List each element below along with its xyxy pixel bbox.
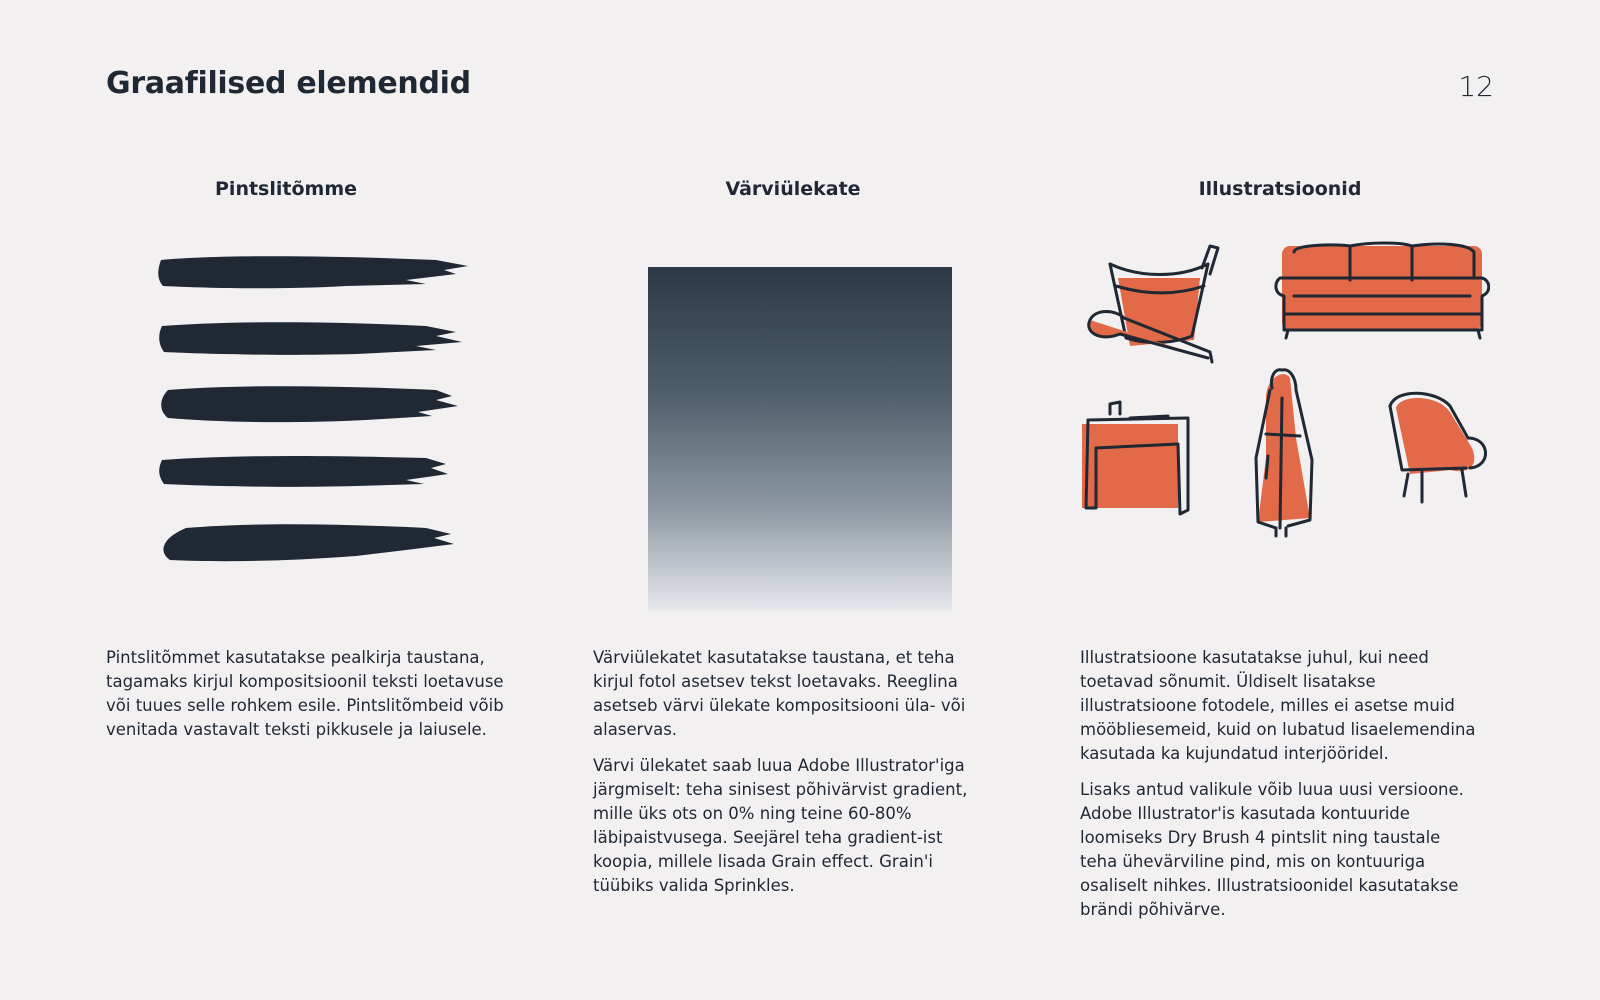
sofa-icon (1276, 243, 1489, 338)
sauna-bucket-icon (1089, 246, 1218, 362)
brush-strokes-visual (106, 248, 506, 648)
brush-strokes-heading: Pintslitõmme (215, 178, 357, 200)
brush-stroke-1 (158, 256, 468, 288)
brush-stroke-3 (161, 386, 458, 422)
brush-stroke-4 (159, 456, 448, 487)
color-overlay-paragraph-2: Värvi ülekatet saab luua Adobe Illustrator'iga järgmiselt: teha sinisest põhivärvist gradient, mille üks ots on 0% ning teine 60-80% läbipaistvusega. Seejärel teha gradient-ist koopia, millele lisada Grain effect. Grain'i tüübiks valida Sprinkles. (593, 756, 968, 895)
illustrations-heading: Illustratsioonid (1198, 178, 1362, 200)
illustrations-visual (1070, 238, 1490, 568)
brush-stroke-5 (163, 524, 454, 561)
brush-strokes-paragraph-1: Pintslitõmmet kasutatakse pealkirja taustana, tagamaks kirjul kompositsioonil teksti loetavuse või tuues selle rohkem esile. Pintslitõmbeid võib venitada vastavalt teksti pikkusele ja laiusele. (106, 648, 504, 739)
armchair-icon (1390, 393, 1486, 502)
color-overlay-description (593, 646, 993, 910)
color-overlay-gradient (648, 267, 952, 611)
side-table-icon (1082, 402, 1188, 514)
page-number: 12 (1458, 70, 1494, 103)
bathrobe-icon (1256, 370, 1312, 536)
color-overlay-paragraph-1: Värviülekatet kasutatakse taustana, et teha kirjul fotol asetsev tekst loetavaks. Reeglina asetseb värvi ülekate kompositsiooni üla- või alaservas. (593, 648, 966, 739)
illustrations-description (1080, 646, 1480, 934)
brush-stroke-2 (159, 322, 462, 355)
illustrations-paragraph-2: Lisaks antud valikule võib luua uusi versioone. Adobe Illustrator'is kasutada kontuuride loomiseks Dry Brush 4 pintslit ning taustale teha ühevärviline pind, mis on kontuuriga osaliselt nihkes. Illustratsioonidel kasutatakse brändi põhivärve. (1080, 780, 1464, 919)
page-title: Graafilised elemendid (106, 66, 471, 101)
illustrations-paragraph-1: Illustratsioone kasutatakse juhul, kui need toetavad sõnumit. Üldiselt lisatakse illustratsioone fotodele, milles ei asetse muid mööbliesemeid, kuid on lubatud lisaelemendina kasutada ka kujundatud interjööridel. (1080, 648, 1476, 763)
brush-strokes-description (106, 646, 506, 754)
color-overlay-heading: Värviülekate (725, 178, 861, 200)
